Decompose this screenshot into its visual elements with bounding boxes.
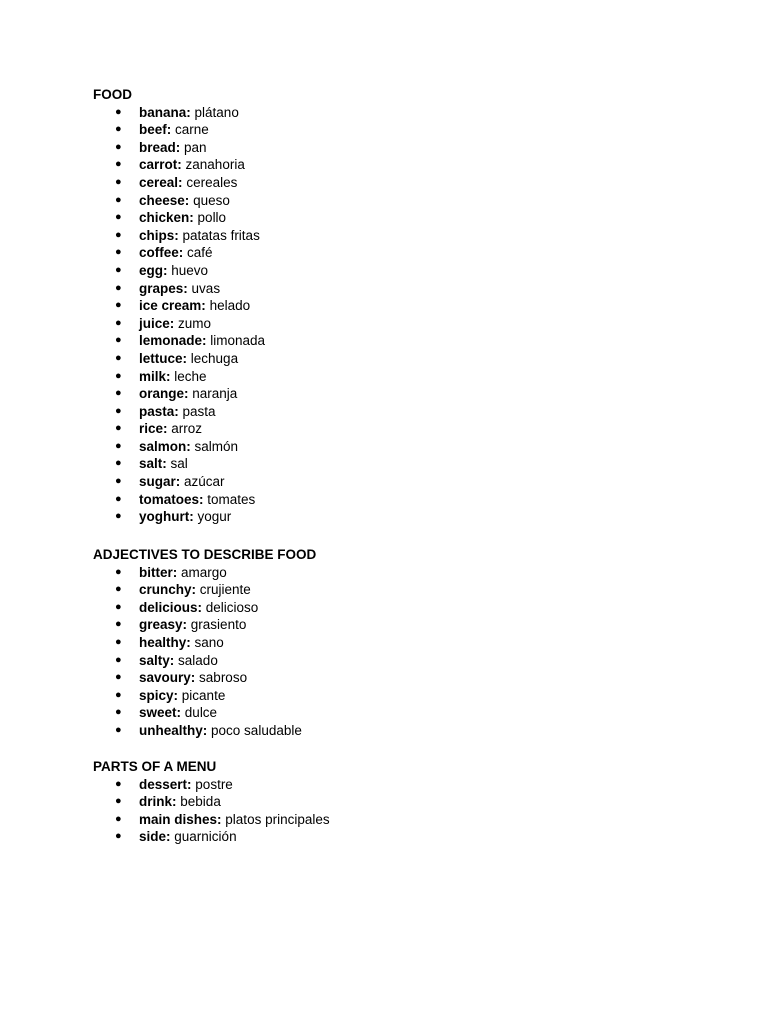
english-term: pasta: [139,403,179,419]
bullet-icon: ● [115,475,122,488]
list-item [93,420,265,438]
english-term: beef: [139,122,172,138]
english-term: sugar: [139,474,181,490]
bullet-icon: ● [115,281,122,294]
list-item [93,438,265,456]
english-term: milk: [139,368,171,384]
list-item [93,722,316,740]
vocab-list [93,776,330,846]
spanish-translation: patatas fritas [182,227,260,243]
list-item [93,104,265,122]
bullet-icon: ● [115,422,122,435]
list-item [93,403,265,421]
english-term: chips: [139,227,179,243]
english-term: dessert: [139,776,192,792]
english-term: rice: [139,421,168,437]
spanish-translation: sabroso [199,670,248,686]
english-term: crunchy: [139,582,197,598]
english-term: side: [139,829,171,845]
section-heading: ADJECTIVES TO DESCRIBE FOOD [93,547,317,562]
list-item [93,332,265,350]
english-term: egg: [139,262,168,278]
english-term: bitter: [139,564,178,580]
list-item [93,156,265,174]
list-item [93,244,265,262]
spanish-translation: plátano [194,104,239,120]
list-item [93,297,265,315]
spanish-translation: sano [194,634,224,650]
spanish-translation: grasiento [190,617,247,633]
spanish-translation: zanahoria [185,157,245,173]
english-term: cheese: [139,192,190,208]
bullet-icon: ● [115,299,122,312]
list-item [93,669,316,687]
spanish-translation: limonada [210,333,266,349]
spanish-translation: naranja [192,386,238,402]
spanish-translation: poco saludable [211,722,302,738]
bullet-icon: ● [115,600,122,613]
spanish-translation: dulce [184,705,218,721]
section-food [93,86,265,526]
bullet-icon: ● [115,492,122,505]
list-item [93,174,265,192]
english-term: drink: [139,794,177,810]
bullet-icon: ● [115,510,122,523]
english-term: salt: [139,456,167,472]
list-item [93,227,265,245]
list-item [93,828,330,846]
list-item [93,793,330,811]
english-term: delicious: [139,599,203,615]
list-item [93,121,265,139]
bullet-icon: ● [115,812,122,825]
bullet-icon: ● [115,140,122,153]
bullet-icon: ● [115,193,122,206]
spanish-translation: café [187,245,213,261]
english-term: banana: [139,104,191,120]
list-item [93,315,265,333]
english-term: greasy: [139,617,188,633]
bullet-icon: ● [115,105,122,118]
bullet-icon: ● [115,671,122,684]
spanish-translation: uvas [191,280,221,296]
list-item [93,350,265,368]
bullet-icon: ● [115,369,122,382]
bullet-icon: ● [115,316,122,329]
list-item [93,368,265,386]
list-item [93,616,316,634]
english-term: orange: [139,386,189,402]
vocab-list [93,564,316,740]
spanish-translation: azúcar [184,474,225,490]
spanish-translation: crujiente [199,582,251,598]
list-item [93,139,265,157]
spanish-translation: salmón [194,438,239,454]
spanish-translation: huevo [171,262,209,278]
spanish-translation: sal [170,456,188,472]
spanish-translation: cereales [186,174,238,190]
english-term: chicken: [139,210,194,226]
bullet-icon: ● [115,688,122,701]
spanish-translation: pollo [197,210,227,226]
bullet-icon: ● [115,618,122,631]
bullet-icon: ● [115,351,122,364]
list-item [93,508,265,526]
list-item [93,280,265,298]
list-item [93,209,265,227]
spanish-translation: zumo [178,315,212,331]
list-item [93,776,330,794]
english-term: lemonade: [139,333,207,349]
bullet-icon: ● [115,439,122,452]
english-term: bread: [139,139,181,155]
bullet-icon: ● [115,457,122,470]
bullet-icon: ● [115,334,122,347]
spanish-translation: yogur [197,509,232,525]
spanish-translation: carne [175,122,209,138]
bullet-icon: ● [115,158,122,171]
bullet-icon: ● [115,830,122,843]
section-adjectives [93,546,316,740]
english-term: lettuce: [139,350,188,366]
list-item [93,634,316,652]
bullet-icon: ● [115,123,122,136]
english-term: cereal: [139,174,183,190]
spanish-translation: picante [181,687,226,703]
spanish-translation: guarnición [174,829,237,845]
list-item [93,599,316,617]
list-item [93,262,265,280]
list-item [93,811,330,829]
english-term: tomatoes: [139,491,204,507]
spanish-translation: queso [193,192,230,208]
english-term: grapes: [139,280,188,296]
list-item [93,455,265,473]
english-term: carrot: [139,157,182,173]
list-item [93,652,316,670]
spanish-translation: bebida [180,794,221,810]
section-heading: PARTS OF A MENU [93,759,217,774]
english-term: ice cream: [139,298,206,314]
english-term: healthy: [139,634,191,650]
english-term: spicy: [139,687,179,703]
vocab-list [93,104,265,526]
list-item [93,385,265,403]
list-item [93,687,316,705]
list-item [93,473,265,491]
bullet-icon: ● [115,246,122,259]
bullet-icon: ● [115,404,122,417]
list-item [93,564,316,582]
english-term: salmon: [139,438,191,454]
bullet-icon: ● [115,635,122,648]
spanish-translation: lechuga [190,350,239,366]
spanish-translation: postre [195,776,233,792]
list-item [93,704,316,722]
bullet-icon: ● [115,175,122,188]
spanish-translation: pan [184,139,207,155]
spanish-translation: salado [178,652,218,668]
spanish-translation: tomates [207,491,256,507]
english-term: savoury: [139,670,196,686]
spanish-translation: delicioso [205,599,259,615]
bullet-icon: ● [115,387,122,400]
english-term: juice: [139,315,175,331]
english-term: yoghurt: [139,509,194,525]
english-term: main dishes: [139,811,222,827]
bullet-icon: ● [115,795,122,808]
bullet-icon: ● [115,723,122,736]
spanish-translation: platos principales [225,811,330,827]
section-menu-parts [93,758,330,846]
bullet-icon: ● [115,583,122,596]
bullet-icon: ● [115,211,122,224]
bullet-icon: ● [115,263,122,276]
bullet-icon: ● [115,565,122,578]
list-item [93,192,265,210]
english-term: sweet: [139,705,182,721]
bullet-icon: ● [115,706,122,719]
english-term: salty: [139,652,175,668]
spanish-translation: amargo [181,564,227,580]
bullet-icon: ● [115,777,122,790]
bullet-icon: ● [115,653,122,666]
bullet-icon: ● [115,228,122,241]
english-term: coffee: [139,245,184,261]
english-term: unhealthy: [139,722,208,738]
spanish-translation: pasta [182,403,216,419]
spanish-translation: arroz [171,421,203,437]
list-item [93,581,316,599]
section-heading: FOOD [93,87,132,102]
spanish-translation: leche [174,368,207,384]
spanish-translation: helado [209,298,251,314]
list-item [93,491,265,509]
